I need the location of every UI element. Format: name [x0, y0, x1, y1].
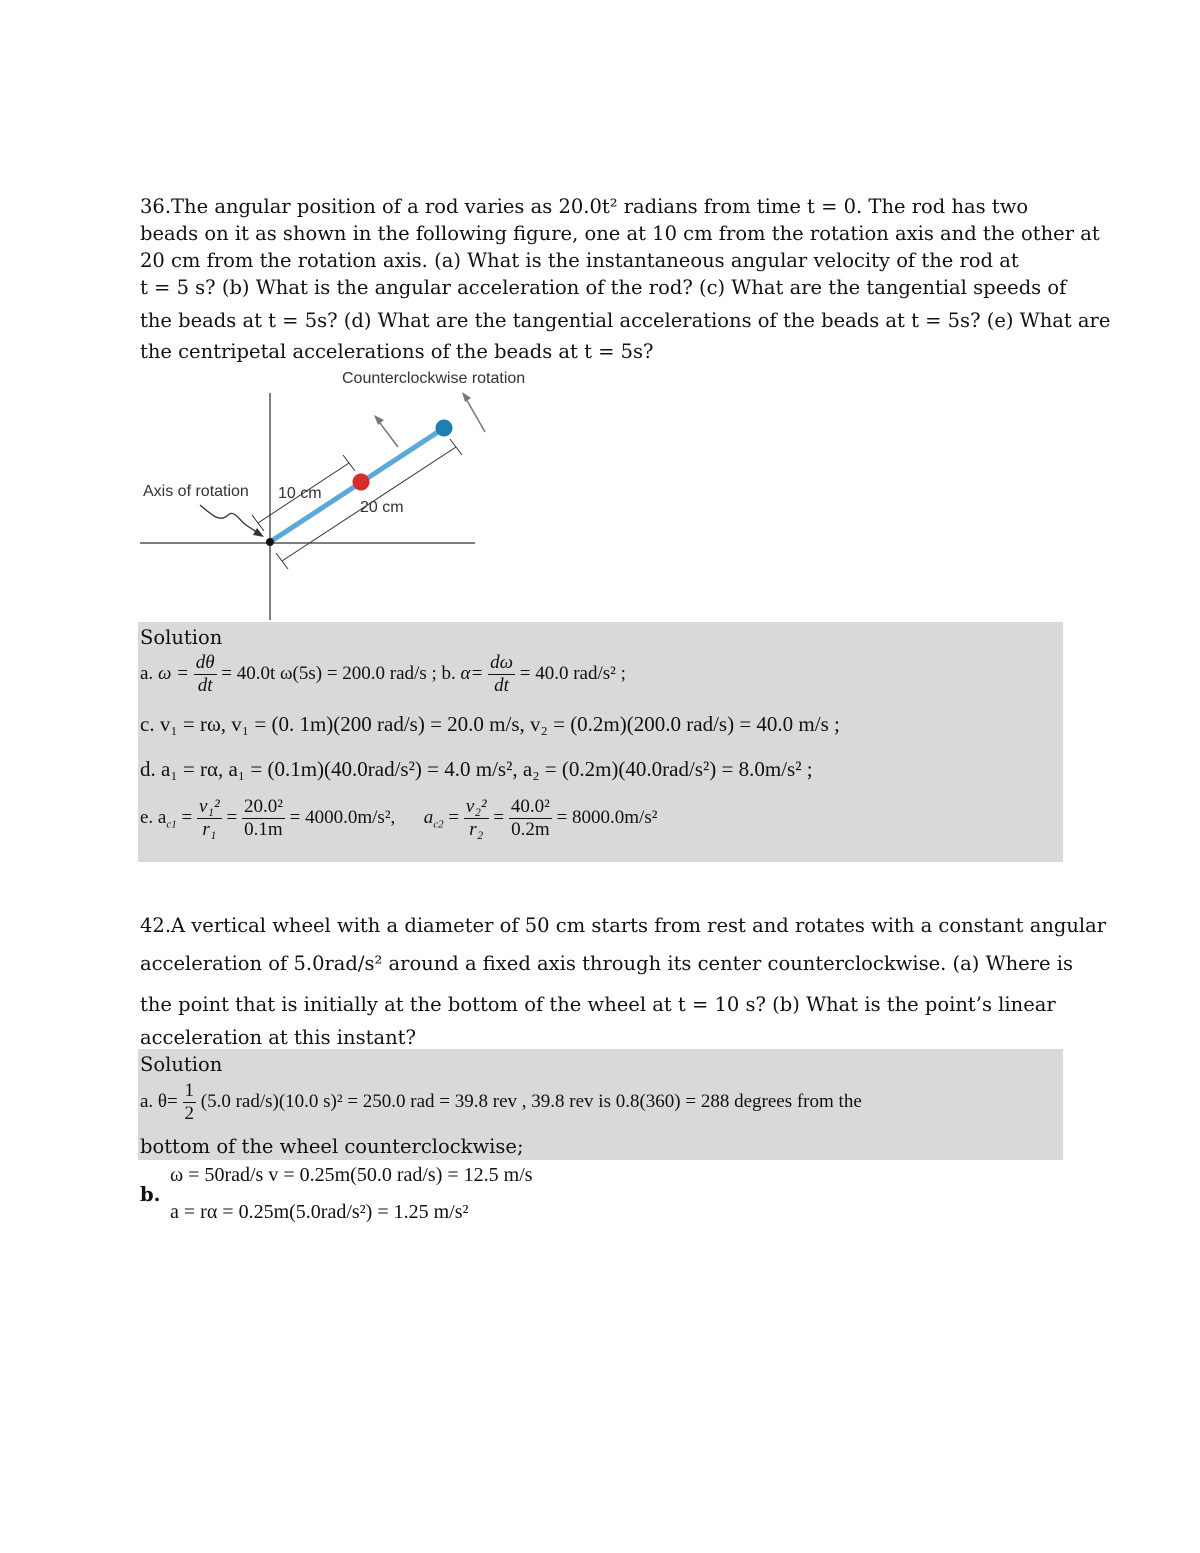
rotation-arrow-2 [465, 397, 485, 432]
solution-42-b-prefix: b. [140, 1183, 161, 1206]
problem42-line-2: acceleration of 5.0rad/s² around a fixed axis through its center counterclockwise. (a) Where is [140, 952, 1074, 975]
solution-42-title: Solution [140, 1053, 223, 1076]
problem36-line-3: 20 cm from the rotation axis. (a) What is the instantaneous angular velocity of the rod at [140, 249, 1019, 272]
problem36-line-5: the beads at t = 5s? (d) What are the tangential accelerations of the beads at t = 5s? (e) What are [140, 309, 1111, 332]
label-10cm: 10 cm [278, 485, 322, 502]
label-20cm: 20 cm [360, 499, 404, 516]
figure-caption-rotation: Counterclockwise rotation [342, 370, 526, 387]
solution-42-line-b2: a = rα = 0.25m(5.0rad/s²) = 1.25 m/s² [170, 1201, 469, 1223]
problem36-line-4: t = 5 s? (b) What is the angular acceleration of the rod? (c) What are the tangential speeds of [140, 276, 1067, 299]
problem36-line-6: the centripetal accelerations of the beads at t = 5s? [140, 340, 654, 363]
problem36-line-1: 36.The angular position of a rod varies as 20.0t² radians from time t = 0. The rod has two [140, 195, 1029, 218]
solution-42-line-a: a. θ= $\frac{1}{2}$ (5.0 rad/s)(10.0 s)² = 250.0 rad = 39.8 rev , 39.8 rev is 0.8(360) = 288 degrees from the [140, 1080, 862, 1124]
rotation-figure [140, 365, 560, 625]
solution-36-title: Solution [140, 626, 223, 649]
solution-36-line-e: e. $a_{c1}$ = $\frac{\text{v₁²}}{\text{r₁}}$ = $\frac{\text{20.0²}}{0.1m}$ = 4000.0m/s², $a_{c2}$ = $\frac{\text{v₂²}}{\text{r₂}}$ = $\frac{\text{40.0²}}{0.2m}$ = 8000.0m/s² [140, 796, 658, 840]
problem42-line-3: the point that is initially at the bottom of the wheel at t = 10 s? (b) What is the point’s linear [140, 993, 1056, 1016]
red-bead [353, 474, 370, 491]
problem42-line-1: 42.A vertical wheel with a diameter of 50 cm starts from rest and rotates with a constant angular [140, 914, 1107, 937]
blue-bead [436, 420, 453, 437]
solution-42-line-a2: bottom of the wheel counterclockwise; [140, 1135, 524, 1158]
label-axis-of-rotation: Axis of rotation [143, 483, 249, 500]
solution-36-line-d: d. a₁ = rα, a₁ = (0.1m)(40.0rad/s²) = 4.0 m/s², a₂ = (0.2m)(40.0rad/s²) = 8.0m/s² ; [140, 757, 813, 781]
solution-36-line-c: c. v₁ = rω, v₁ = (0. 1m)(200 rad/s) = 20.0 m/s, v₂ = (0.2m)(200.0 rad/s) = 40.0 m/s ; [140, 712, 840, 736]
solution-36-line-a: a. ω = $\frac{d\theta}{dt}$ = 40.0t ω(5s) = 200.0 rad/s ; b. α= $\frac{d\omega}{dt}$ = 40.0 rad/s² ; [140, 652, 626, 696]
pivot-point [266, 538, 274, 546]
axis-pointer-squiggle [200, 505, 258, 533]
solution-42-line-b1: ω = 50rad/s v = 0.25m(50.0 rad/s) = 12.5 m/s [170, 1164, 533, 1186]
problem42-line-4: acceleration at this instant? [140, 1026, 416, 1049]
problem36-line-2: beads on it as shown in the following figure, one at 10 cm from the rotation axis and the other at [140, 222, 1100, 245]
